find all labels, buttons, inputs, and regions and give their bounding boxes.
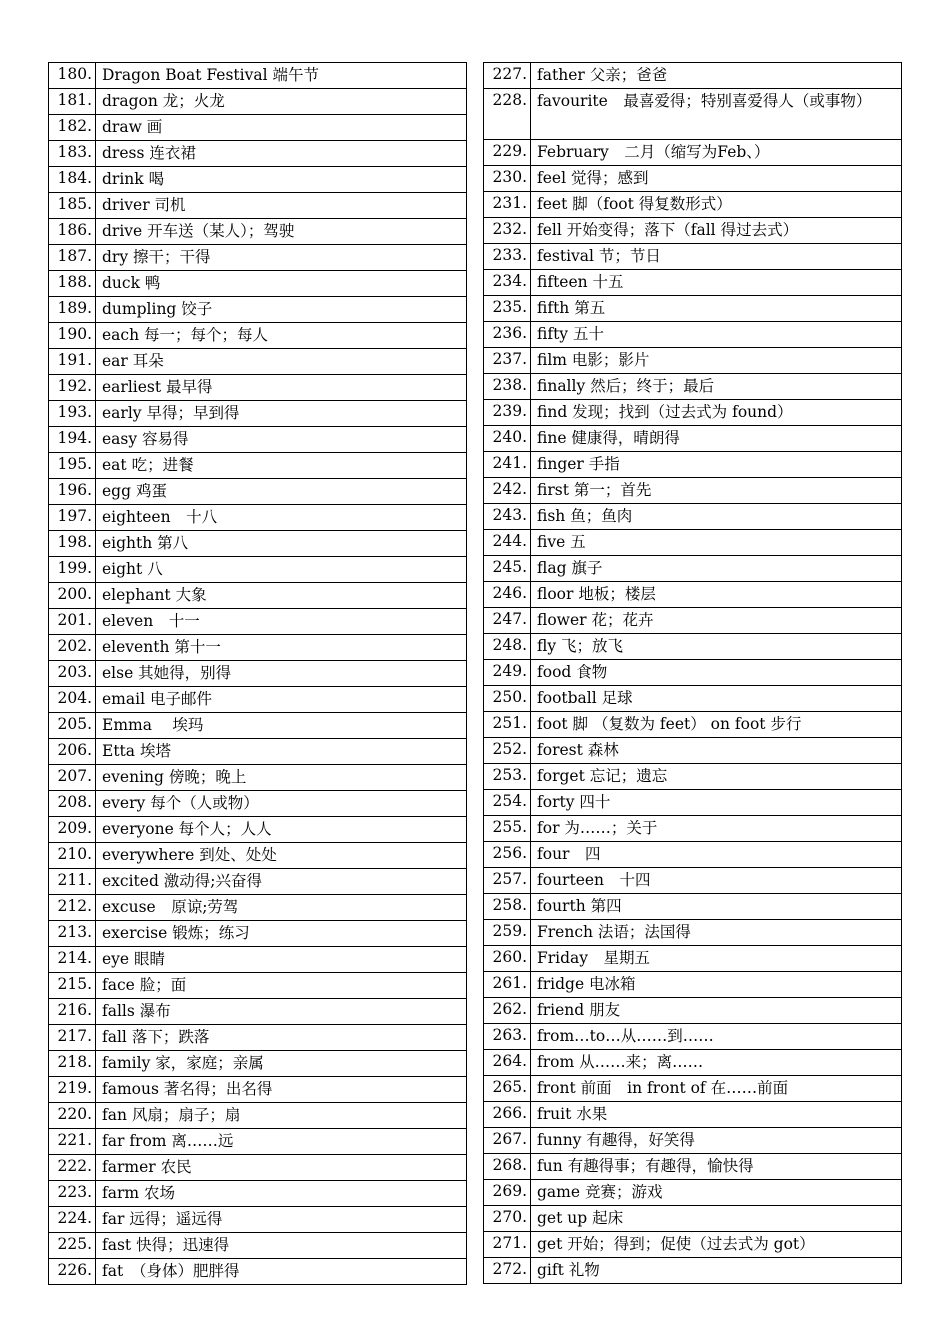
table-row xyxy=(484,764,902,790)
entry-text: eat 吃；进餐 xyxy=(96,453,467,479)
entry-number: 269. xyxy=(484,1180,531,1206)
entry-number: 231. xyxy=(484,192,531,218)
table-row xyxy=(484,504,902,530)
entry-text: fish 鱼；鱼肉 xyxy=(531,504,902,530)
entry-number: 225. xyxy=(49,1233,96,1259)
entry-text: elephant 大象 xyxy=(96,583,467,609)
table-row xyxy=(49,635,467,661)
entry-number: 222. xyxy=(49,1155,96,1181)
table-row xyxy=(49,1129,467,1155)
vocabulary-table-right xyxy=(483,62,902,1284)
table-row xyxy=(484,1154,902,1180)
entry-number: 256. xyxy=(484,842,531,868)
entry-text: food 食物 xyxy=(531,660,902,686)
entry-number: 243. xyxy=(484,504,531,530)
entry-text: Etta 埃塔 xyxy=(96,739,467,765)
entry-text: draw 画 xyxy=(96,115,467,141)
table-row xyxy=(49,349,467,375)
table-row xyxy=(484,89,902,140)
table-row xyxy=(49,401,467,427)
entry-number: 271. xyxy=(484,1232,531,1258)
table-row xyxy=(484,686,902,712)
entry-text: get up 起床 xyxy=(531,1206,902,1232)
entry-number: 248. xyxy=(484,634,531,660)
entry-number: 216. xyxy=(49,999,96,1025)
entry-text: finger 手指 xyxy=(531,452,902,478)
entry-number: 230. xyxy=(484,166,531,192)
table-row xyxy=(49,141,467,167)
entry-number: 182. xyxy=(49,115,96,141)
table-row xyxy=(49,193,467,219)
entry-number: 198. xyxy=(49,531,96,557)
table-row xyxy=(49,531,467,557)
table-row xyxy=(49,1025,467,1051)
entry-number: 262. xyxy=(484,998,531,1024)
table-row xyxy=(49,713,467,739)
entry-number: 272. xyxy=(484,1258,531,1284)
entry-number: 242. xyxy=(484,478,531,504)
entry-text: floor 地板；楼层 xyxy=(531,582,902,608)
entry-number: 189. xyxy=(49,297,96,323)
table-row xyxy=(49,791,467,817)
entry-number: 260. xyxy=(484,946,531,972)
entry-text: every 每个（人或物） xyxy=(96,791,467,817)
entry-number: 266. xyxy=(484,1102,531,1128)
entry-text: fifty 五十 xyxy=(531,322,902,348)
entry-text: eye 眼睛 xyxy=(96,947,467,973)
entry-text: fast 快得；迅速得 xyxy=(96,1233,467,1259)
entry-number: 220. xyxy=(49,1103,96,1129)
entry-text: Emma 埃玛 xyxy=(96,713,467,739)
table-row xyxy=(484,1076,902,1102)
entry-number: 244. xyxy=(484,530,531,556)
entry-number: 186. xyxy=(49,219,96,245)
table-row xyxy=(484,374,902,400)
entry-number: 224. xyxy=(49,1207,96,1233)
entry-number: 213. xyxy=(49,921,96,947)
entry-text: Friday 星期五 xyxy=(531,946,902,972)
entry-number: 229. xyxy=(484,140,531,166)
table-row xyxy=(49,1181,467,1207)
entry-number: 184. xyxy=(49,167,96,193)
table-row xyxy=(484,946,902,972)
table-row xyxy=(49,505,467,531)
entry-number: 191. xyxy=(49,349,96,375)
table-row xyxy=(49,583,467,609)
entry-number: 261. xyxy=(484,972,531,998)
entry-text: game 竞赛；游戏 xyxy=(531,1180,902,1206)
table-row xyxy=(484,1050,902,1076)
entry-number: 251. xyxy=(484,712,531,738)
vocabulary-table-right-body xyxy=(484,63,902,1284)
entry-text: dumpling 饺子 xyxy=(96,297,467,323)
entry-text: fridge 电冰箱 xyxy=(531,972,902,998)
table-row xyxy=(484,998,902,1024)
table-row xyxy=(49,869,467,895)
table-row xyxy=(49,1207,467,1233)
entry-text: driver 司机 xyxy=(96,193,467,219)
table-row xyxy=(49,765,467,791)
entry-text: football 足球 xyxy=(531,686,902,712)
entry-number: 206. xyxy=(49,739,96,765)
table-row xyxy=(484,1024,902,1050)
entry-text: five 五 xyxy=(531,530,902,556)
entry-text: from…to…从……到…… xyxy=(531,1024,902,1050)
table-row xyxy=(49,479,467,505)
entry-text: drink 喝 xyxy=(96,167,467,193)
entry-text: earliest 最早得 xyxy=(96,375,467,401)
entry-number: 188. xyxy=(49,271,96,297)
entry-text: farmer 农民 xyxy=(96,1155,467,1181)
entry-text: flower 花；花卉 xyxy=(531,608,902,634)
entry-text: dry 擦干；干得 xyxy=(96,245,467,271)
entry-number: 201. xyxy=(49,609,96,635)
table-row xyxy=(49,1155,467,1181)
entry-text: eighteen 十八 xyxy=(96,505,467,531)
table-row xyxy=(49,739,467,765)
entry-number: 227. xyxy=(484,63,531,89)
entry-text: fan 风扇；扇子；扇 xyxy=(96,1103,467,1129)
entry-text: fat （身体）肥胖得 xyxy=(96,1259,467,1285)
entry-number: 232. xyxy=(484,218,531,244)
entry-number: 247. xyxy=(484,608,531,634)
entry-number: 265. xyxy=(484,1076,531,1102)
entry-text: exercise 锻炼；练习 xyxy=(96,921,467,947)
entry-number: 249. xyxy=(484,660,531,686)
entry-number: 187. xyxy=(49,245,96,271)
entry-number: 214. xyxy=(49,947,96,973)
table-row xyxy=(484,920,902,946)
entry-text: get 开始；得到；促使（过去式为 got） xyxy=(531,1232,902,1258)
table-row xyxy=(49,427,467,453)
entry-text: email 电子邮件 xyxy=(96,687,467,713)
entry-number: 210. xyxy=(49,843,96,869)
entry-text: drive 开车送（某人）；驾驶 xyxy=(96,219,467,245)
entry-number: 181. xyxy=(49,89,96,115)
entry-number: 241. xyxy=(484,452,531,478)
entry-number: 204. xyxy=(49,687,96,713)
entry-number: 209. xyxy=(49,817,96,843)
vocabulary-table-left-body xyxy=(49,63,467,1285)
entry-number: 200. xyxy=(49,583,96,609)
entry-text: fall 落下；跌落 xyxy=(96,1025,467,1051)
table-row xyxy=(49,687,467,713)
table-row xyxy=(484,140,902,166)
entry-text: easy 容易得 xyxy=(96,427,467,453)
table-row xyxy=(484,582,902,608)
entry-number: 235. xyxy=(484,296,531,322)
entry-text: forty 四十 xyxy=(531,790,902,816)
table-row xyxy=(49,219,467,245)
table-row xyxy=(484,972,902,998)
entry-number: 212. xyxy=(49,895,96,921)
table-row xyxy=(49,999,467,1025)
entry-text: dragon 龙；火龙 xyxy=(96,89,467,115)
entry-number: 250. xyxy=(484,686,531,712)
entry-text: festival 节；节日 xyxy=(531,244,902,270)
table-row xyxy=(49,609,467,635)
entry-number: 219. xyxy=(49,1077,96,1103)
entry-text: eighth 第八 xyxy=(96,531,467,557)
entry-text: dress 连衣裙 xyxy=(96,141,467,167)
table-row xyxy=(49,271,467,297)
table-row xyxy=(484,244,902,270)
entry-number: 258. xyxy=(484,894,531,920)
entry-number: 193. xyxy=(49,401,96,427)
entry-text: feel 觉得；感到 xyxy=(531,166,902,192)
table-row xyxy=(484,712,902,738)
entry-number: 237. xyxy=(484,348,531,374)
entry-text: fly 飞；放飞 xyxy=(531,634,902,660)
entry-number: 185. xyxy=(49,193,96,219)
entry-number: 195. xyxy=(49,453,96,479)
table-row xyxy=(49,115,467,141)
entry-text: duck 鸭 xyxy=(96,271,467,297)
entry-number: 196. xyxy=(49,479,96,505)
entry-number: 215. xyxy=(49,973,96,999)
entry-number: 264. xyxy=(484,1050,531,1076)
table-row xyxy=(484,322,902,348)
entry-text: friend 朋友 xyxy=(531,998,902,1024)
entry-number: 183. xyxy=(49,141,96,167)
entry-number: 253. xyxy=(484,764,531,790)
table-row xyxy=(49,1259,467,1285)
entry-number: 223. xyxy=(49,1181,96,1207)
entry-text: excited 激动得;兴奋得 xyxy=(96,869,467,895)
entry-number: 234. xyxy=(484,270,531,296)
entry-number: 205. xyxy=(49,713,96,739)
entry-number: 259. xyxy=(484,920,531,946)
entry-text: else 其她得，别得 xyxy=(96,661,467,687)
table-row xyxy=(484,1258,902,1284)
table-row xyxy=(49,661,467,687)
table-row xyxy=(484,400,902,426)
entry-text: family 家，家庭；亲属 xyxy=(96,1051,467,1077)
entry-number: 257. xyxy=(484,868,531,894)
entry-text: favourite 最喜爱得；特别喜爱得人（或事物） xyxy=(531,89,902,140)
entry-text: front 前面 in front of 在……前面 xyxy=(531,1076,902,1102)
entry-text: fruit 水果 xyxy=(531,1102,902,1128)
table-row xyxy=(49,843,467,869)
entry-text: finally 然后；终于；最后 xyxy=(531,374,902,400)
table-row xyxy=(49,89,467,115)
entry-text: egg 鸡蛋 xyxy=(96,479,467,505)
table-row xyxy=(49,297,467,323)
entry-text: French 法语；法国得 xyxy=(531,920,902,946)
table-row xyxy=(49,1051,467,1077)
table-row xyxy=(484,478,902,504)
entry-number: 226. xyxy=(49,1259,96,1285)
table-row xyxy=(484,1232,902,1258)
entry-text: film 电影；影片 xyxy=(531,348,902,374)
table-row xyxy=(49,323,467,349)
entry-number: 208. xyxy=(49,791,96,817)
entry-number: 254. xyxy=(484,790,531,816)
entry-number: 270. xyxy=(484,1206,531,1232)
entry-number: 190. xyxy=(49,323,96,349)
table-row xyxy=(49,1077,467,1103)
entry-number: 255. xyxy=(484,816,531,842)
entry-text: falls 瀑布 xyxy=(96,999,467,1025)
entry-text: famous 著名得；出名得 xyxy=(96,1077,467,1103)
table-row xyxy=(484,192,902,218)
table-row xyxy=(484,530,902,556)
entry-text: fifth 第五 xyxy=(531,296,902,322)
entry-number: 217. xyxy=(49,1025,96,1051)
entry-text: first 第一；首先 xyxy=(531,478,902,504)
entry-number: 252. xyxy=(484,738,531,764)
entry-text: for 为……；关于 xyxy=(531,816,902,842)
table-row xyxy=(484,868,902,894)
entry-number: 197. xyxy=(49,505,96,531)
entry-number: 192. xyxy=(49,375,96,401)
entry-number: 203. xyxy=(49,661,96,687)
entry-number: 268. xyxy=(484,1154,531,1180)
table-row xyxy=(484,1102,902,1128)
entry-text: forest 森林 xyxy=(531,738,902,764)
table-row xyxy=(484,608,902,634)
entry-text: eleventh 第十一 xyxy=(96,635,467,661)
table-row xyxy=(484,426,902,452)
table-row xyxy=(484,634,902,660)
table-row xyxy=(49,375,467,401)
entry-number: 236. xyxy=(484,322,531,348)
entry-number: 194. xyxy=(49,427,96,453)
entry-text: excuse 原谅;劳驾 xyxy=(96,895,467,921)
entry-number: 207. xyxy=(49,765,96,791)
entry-text: father 父亲；爸爸 xyxy=(531,63,902,89)
entry-text: everywhere 到处、处处 xyxy=(96,843,467,869)
entry-text: Dragon Boat Festival 端午节 xyxy=(96,63,467,89)
entry-number: 246. xyxy=(484,582,531,608)
entry-number: 267. xyxy=(484,1128,531,1154)
entry-text: February 二月（缩写为Feb、） xyxy=(531,140,902,166)
entry-number: 180. xyxy=(49,63,96,89)
entry-text: four 四 xyxy=(531,842,902,868)
table-row xyxy=(484,842,902,868)
entry-number: 228. xyxy=(484,89,531,140)
entry-text: foot 脚 （复数为 feet） on foot 步行 xyxy=(531,712,902,738)
table-row xyxy=(484,1128,902,1154)
table-row xyxy=(484,166,902,192)
table-row xyxy=(484,660,902,686)
table-row xyxy=(49,1103,467,1129)
table-row xyxy=(484,296,902,322)
table-row xyxy=(484,452,902,478)
table-row xyxy=(484,1206,902,1232)
entry-text: funny 有趣得，好笑得 xyxy=(531,1128,902,1154)
table-row xyxy=(484,894,902,920)
table-row xyxy=(49,167,467,193)
entry-number: 263. xyxy=(484,1024,531,1050)
entry-number: 211. xyxy=(49,869,96,895)
table-row xyxy=(484,63,902,89)
entry-number: 221. xyxy=(49,1129,96,1155)
entry-text: ear 耳朵 xyxy=(96,349,467,375)
table-row xyxy=(484,816,902,842)
table-row xyxy=(49,245,467,271)
entry-text: fourth 第四 xyxy=(531,894,902,920)
table-row xyxy=(484,270,902,296)
table-row xyxy=(49,453,467,479)
entry-text: fifteen 十五 xyxy=(531,270,902,296)
entry-text: eleven 十一 xyxy=(96,609,467,635)
entry-number: 199. xyxy=(49,557,96,583)
entry-number: 233. xyxy=(484,244,531,270)
entry-text: flag 旗子 xyxy=(531,556,902,582)
entry-text: farm 农场 xyxy=(96,1181,467,1207)
table-row xyxy=(49,817,467,843)
entry-text: evening 傍晚；晚上 xyxy=(96,765,467,791)
entry-text: forget 忘记；遗忘 xyxy=(531,764,902,790)
vocabulary-table-left xyxy=(48,62,467,1285)
entry-text: fourteen 十四 xyxy=(531,868,902,894)
entry-text: early 早得；早到得 xyxy=(96,401,467,427)
table-row xyxy=(49,557,467,583)
entry-text: eight 八 xyxy=(96,557,467,583)
entry-text: everyone 每个人；人人 xyxy=(96,817,467,843)
table-row xyxy=(49,895,467,921)
table-row xyxy=(49,947,467,973)
table-row xyxy=(484,1180,902,1206)
entry-number: 240. xyxy=(484,426,531,452)
entry-text: each 每一；每个；每人 xyxy=(96,323,467,349)
entry-text: find 发现；找到（过去式为 found） xyxy=(531,400,902,426)
entry-number: 245. xyxy=(484,556,531,582)
entry-number: 218. xyxy=(49,1051,96,1077)
table-row xyxy=(49,921,467,947)
entry-text: feet 脚（foot 得复数形式） xyxy=(531,192,902,218)
entry-number: 239. xyxy=(484,400,531,426)
table-row xyxy=(49,63,467,89)
entry-text: fell 开始变得；落下（fall 得过去式） xyxy=(531,218,902,244)
table-row xyxy=(484,348,902,374)
table-row xyxy=(484,556,902,582)
entry-text: far 远得；遥远得 xyxy=(96,1207,467,1233)
entry-text: far from 离……远 xyxy=(96,1129,467,1155)
entry-number: 238. xyxy=(484,374,531,400)
entry-text: face 脸；面 xyxy=(96,973,467,999)
table-row xyxy=(484,738,902,764)
table-row xyxy=(484,218,902,244)
entry-text: fine 健康得，晴朗得 xyxy=(531,426,902,452)
table-row xyxy=(484,790,902,816)
entry-text: from 从……来；离…… xyxy=(531,1050,902,1076)
entry-text: fun 有趣得事；有趣得，愉快得 xyxy=(531,1154,902,1180)
table-row xyxy=(49,973,467,999)
table-row xyxy=(49,1233,467,1259)
entry-number: 202. xyxy=(49,635,96,661)
entry-text: gift 礼物 xyxy=(531,1258,902,1284)
